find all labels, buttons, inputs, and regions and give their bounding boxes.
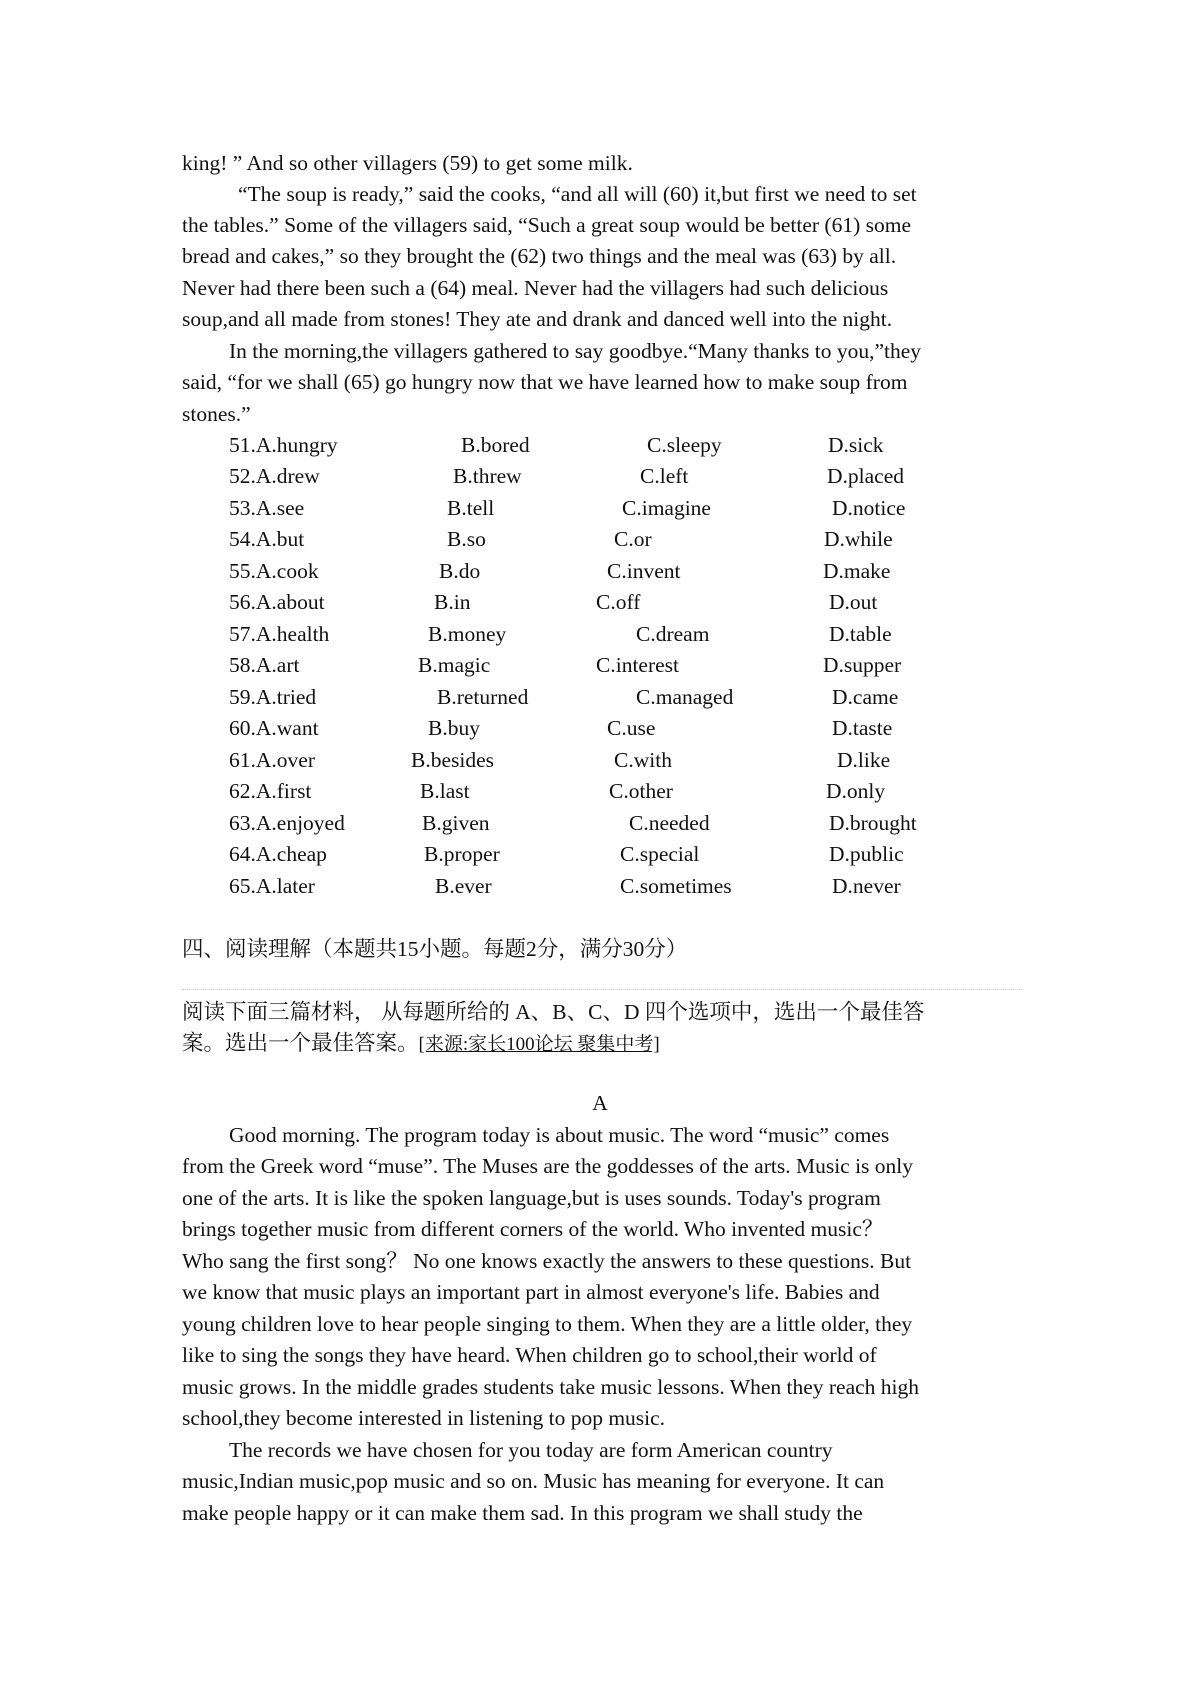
option-a: 56.A.about [229, 590, 325, 614]
option-d: D.placed [827, 464, 905, 488]
option-a: 62.A.first [229, 779, 312, 803]
option-d: D.table [829, 622, 892, 646]
option-d: D.like [837, 748, 891, 772]
option-b: B.ever [435, 874, 492, 898]
passage-line: “The soup is ready,” said the cooks, “and all will (60) it,but first we need to set [238, 182, 917, 206]
passage-a-line: Who sang the first song？ No one knows exactly the answers to these questions. But [182, 1249, 912, 1273]
option-a: 51.A.hungry [229, 433, 338, 457]
option-a: 55.A.cook [229, 559, 319, 583]
option-c: C.special [620, 842, 700, 866]
option-a: 64.A.cheap [229, 842, 327, 866]
option-c: C.or [614, 527, 652, 551]
passage-line: stones.” [182, 402, 251, 426]
option-c: C.sometimes [620, 874, 732, 898]
option-d: D.supper [823, 653, 902, 677]
option-b: B.threw [453, 464, 522, 488]
passage-a-line: music,Indian music,pop music and so on. Music has meaning for everyone. It can [182, 1469, 885, 1493]
passage-line: Never had there been such a (64) meal. Never had the villagers had such delicious [182, 276, 889, 300]
option-d: D.came [832, 685, 899, 709]
option-c: C.other [609, 779, 673, 803]
option-a: 54.A.but [229, 527, 305, 551]
passage-line: king! ” And so other villagers (59) to get some milk. [182, 151, 633, 175]
option-b: B.proper [424, 842, 500, 866]
option-b: B.tell [447, 496, 495, 520]
option-b: B.in [434, 590, 471, 614]
option-a: 61.A.over [229, 748, 315, 772]
option-a: 65.A.later [229, 874, 315, 898]
option-c: C.needed [629, 811, 710, 835]
option-a: 53.A.see [229, 496, 305, 520]
option-b: B.bored [461, 433, 530, 457]
passage-a-line: school,they become interested in listening to pop music. [182, 1406, 666, 1430]
passage-a-line: music grows. In the middle grades students take music lessons. When they reach high [182, 1375, 920, 1399]
passage-a-line: we know that music plays an important part in almost everyone's life. Babies and [182, 1280, 880, 1304]
passage-a-line: young children love to hear people singing to them. When they are a little older, they [182, 1312, 913, 1336]
passage-line: bread and cakes,” so they brought the (62) two things and the meal was (63) by all. [182, 244, 897, 268]
option-a: 52.A.drew [229, 464, 320, 488]
option-a: 59.A.tried [229, 685, 317, 709]
passage-line: said, “for we shall (65) go hungry now that we have learned how to make soup from [182, 370, 908, 394]
divider [182, 989, 1022, 990]
instruction-line-2 [182, 1029, 660, 1059]
section-title: 四、阅读理解（本题共15小题。每题2分，满分30分） [182, 937, 688, 961]
option-b: B.given [422, 811, 490, 835]
source-link[interactable]: [来源:家长100论坛 聚集中考] [418, 1034, 660, 1055]
option-b: B.besides [411, 748, 495, 772]
option-c: C.left [640, 464, 689, 488]
option-c: C.with [614, 748, 672, 772]
option-b: B.buy [428, 716, 480, 740]
passage-line: In the morning,the villagers gathered to say goodbye.“Many thanks to you,”they [229, 339, 922, 363]
option-d: D.brought [829, 811, 917, 835]
option-a: 58.A.art [229, 653, 300, 677]
instruction-text: 案。选出一个最佳答案。 [182, 1031, 419, 1055]
option-c: C.sleepy [647, 433, 722, 457]
passage-a-line: make people happy or it can make them sad. In this program we shall study the [182, 1501, 863, 1525]
option-b: B.returned [437, 685, 529, 709]
option-d: D.while [824, 527, 893, 551]
passage-a-line: like to sing the songs they have heard. When children go to school,their world of [182, 1343, 877, 1367]
option-b: B.so [447, 527, 486, 551]
option-c: C.off [596, 590, 641, 614]
option-a: 57.A.health [229, 622, 330, 646]
option-a: 63.A.enjoyed [229, 811, 345, 835]
passage-line: soup,and all made from stones! They ate and drank and danced well into the night. [182, 307, 893, 331]
option-d: D.taste [832, 716, 893, 740]
passage-heading: A [592, 1091, 608, 1115]
option-d: D.out [829, 590, 878, 614]
option-b: B.magic [418, 653, 491, 677]
option-d: D.sick [828, 433, 884, 457]
passage-a-line: The records we have chosen for you today are form American country [229, 1438, 833, 1462]
passage-a-line: Good morning. The program today is about music. The word “music” comes [229, 1123, 890, 1147]
option-d: D.public [829, 842, 904, 866]
option-b: B.do [439, 559, 481, 583]
instruction-line: 阅读下面三篇材料， 从每题所给的 A、B、C、D 四个选项中，选出一个最佳答 [182, 1000, 925, 1024]
option-c: C.invent [607, 559, 681, 583]
passage-line: the tables.” Some of the villagers said, “Such a great soup would be better (61) some [182, 213, 912, 237]
passage-a-line: one of the arts. It is like the spoken language,but is uses sounds. Today's program [182, 1186, 881, 1210]
option-d: D.make [823, 559, 891, 583]
option-c: C.managed [636, 685, 734, 709]
option-c: C.imagine [622, 496, 711, 520]
passage-a-line: from the Greek word “muse”. The Muses are the goddesses of the arts. Music is only [182, 1154, 914, 1178]
option-b: B.last [420, 779, 470, 803]
option-b: B.money [428, 622, 507, 646]
option-c: C.interest [596, 653, 679, 677]
option-a: 60.A.want [229, 716, 319, 740]
passage-a-line: brings together music from different corners of the world. Who invented music？ [182, 1217, 884, 1241]
option-d: D.only [826, 779, 886, 803]
option-d: D.never [832, 874, 901, 898]
option-d: D.notice [832, 496, 906, 520]
option-c: C.use [607, 716, 656, 740]
option-c: C.dream [636, 622, 710, 646]
